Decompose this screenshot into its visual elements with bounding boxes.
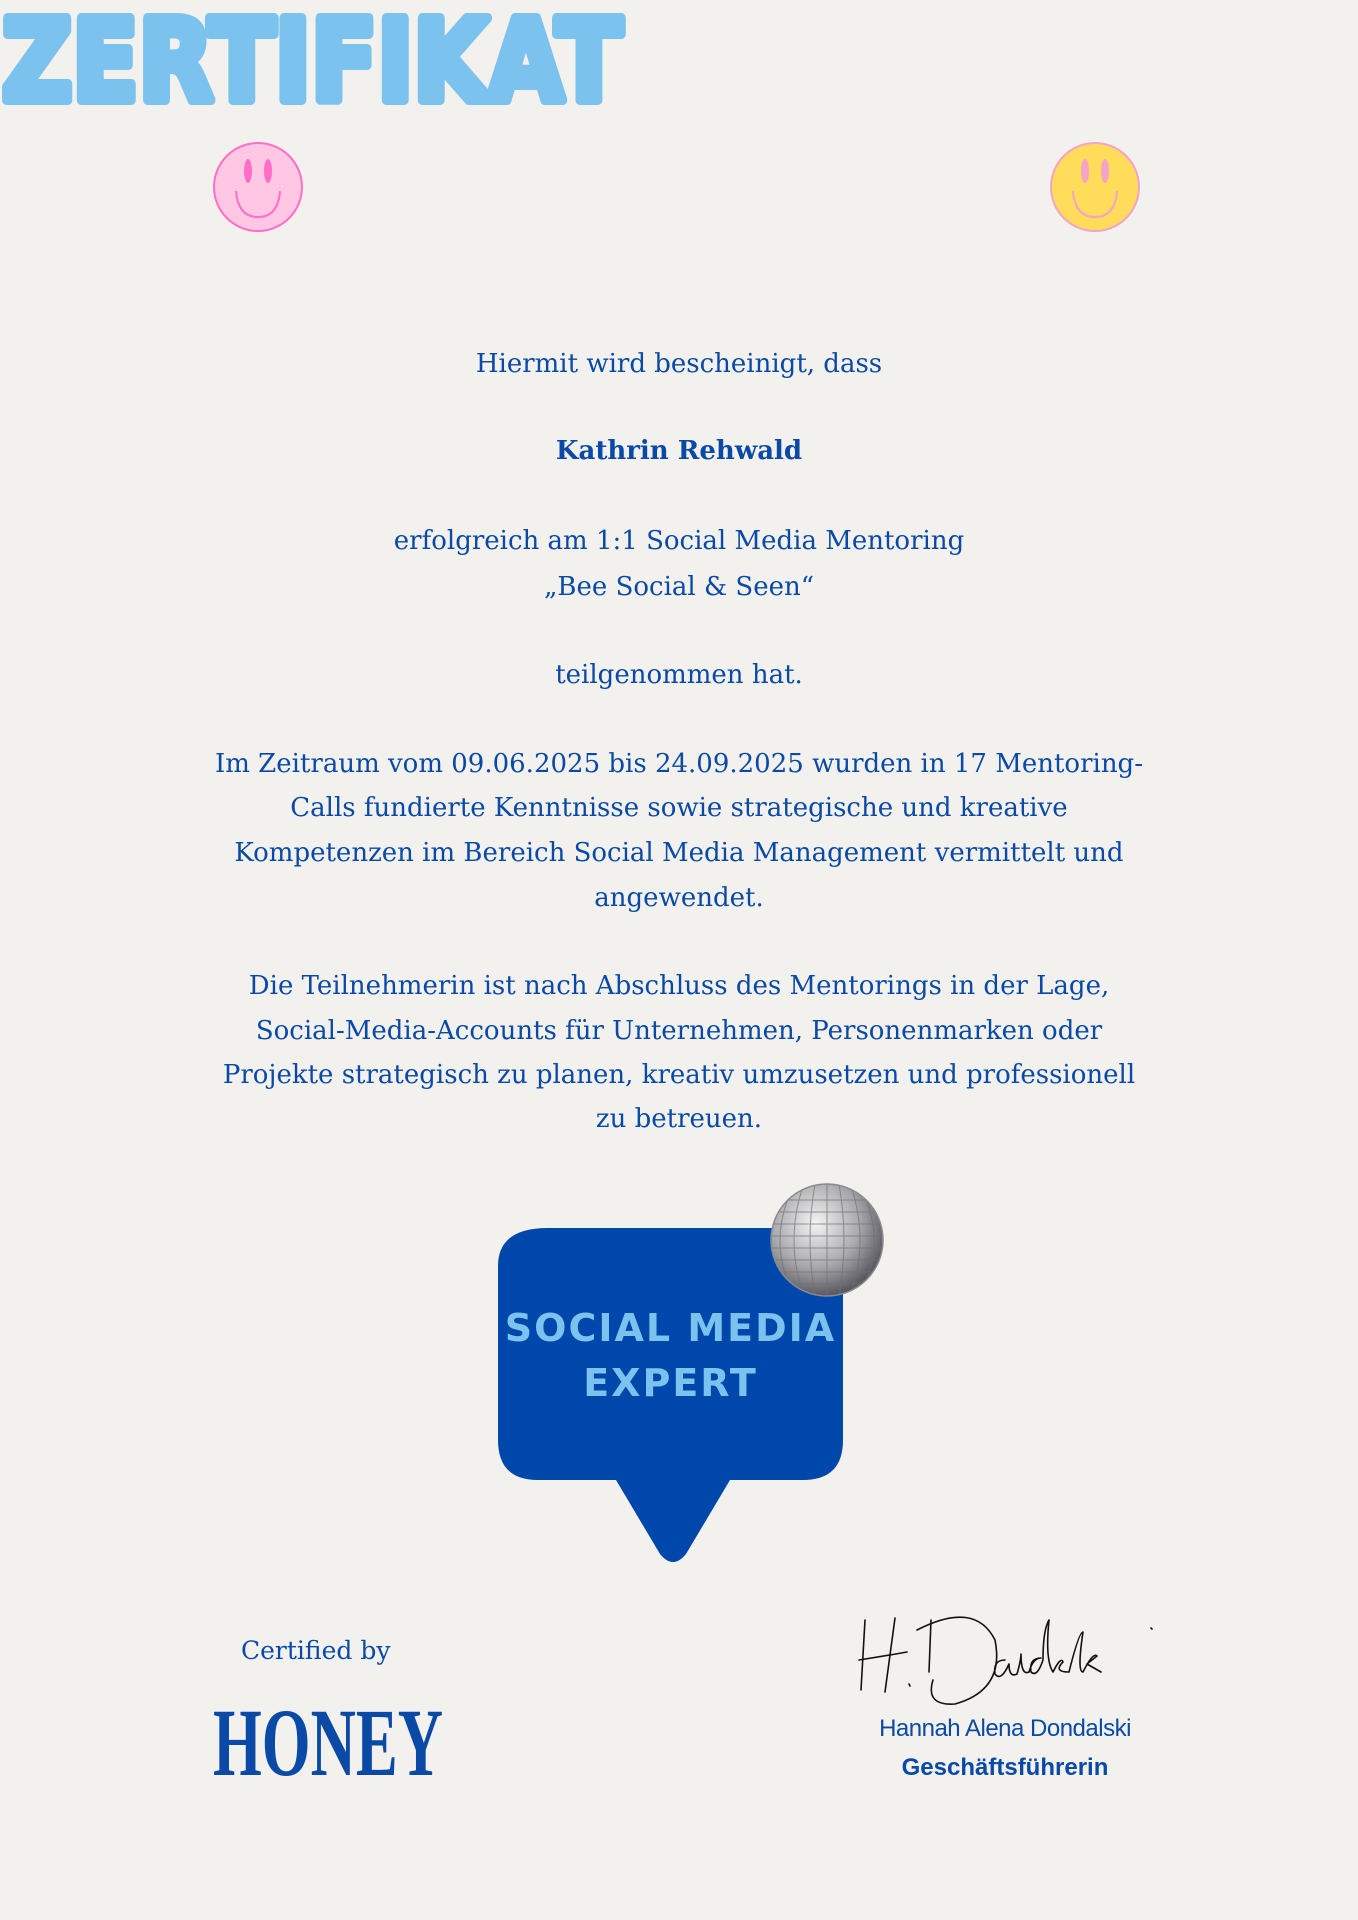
badge-line-2: EXPERT [583,1361,758,1405]
course-line-1: erfolgreich am 1:1 Social Media Mentoring [393,526,965,556]
badge-line-1: SOCIAL MEDIA [504,1306,837,1350]
signer-name: Hannah Alena Dondalski [879,1715,1131,1742]
recipient-name: Kathrin Rehwald [555,436,803,466]
signer-role: Geschäftsführerin [901,1754,1109,1781]
paragraph1-line: Kompetenzen im Bereich Social Media Management vermittelt und [234,838,1124,868]
paragraph1-line: angewendet. [594,883,764,913]
intro-text: Hiermit wird bescheinigt, dass [475,349,883,379]
course-line-2: „Bee Social & Seen“ [543,572,815,602]
paragraph1-line: Im Zeitraum vom 09.06.2025 bis 24.09.2025 wurden in 17 Mentoring- [214,749,1143,779]
title-text: ZERTIFIKAT [2,0,622,127]
smiley-pink-icon [212,141,304,233]
participated-text: teilgenommen hat. [555,660,803,690]
smiley-yellow-icon [1049,141,1141,233]
paragraph2-line: Social-Media-Accounts für Unternehmen, Personenmarken oder [255,1016,1103,1046]
honey-logo [211,1689,445,1796]
disco-ball-icon [770,1184,885,1296]
signature-image [855,1600,1155,1710]
honey-logo-text: HONEY [213,1689,443,1796]
paragraph2-line: Projekte strategisch zu planen, kreativ umzusetzen und professionell [222,1060,1136,1090]
paragraph2-line: zu betreuen. [595,1104,763,1134]
certificate-title [0,0,625,127]
certified-by-label: Certified by [241,1636,391,1665]
paragraph1-line: Calls fundierte Kenntnisse sowie strategische und kreative [290,793,1068,823]
paragraph2-line: Die Teilnehmerin ist nach Abschluss des Mentorings in der Lage, [248,971,1110,1001]
